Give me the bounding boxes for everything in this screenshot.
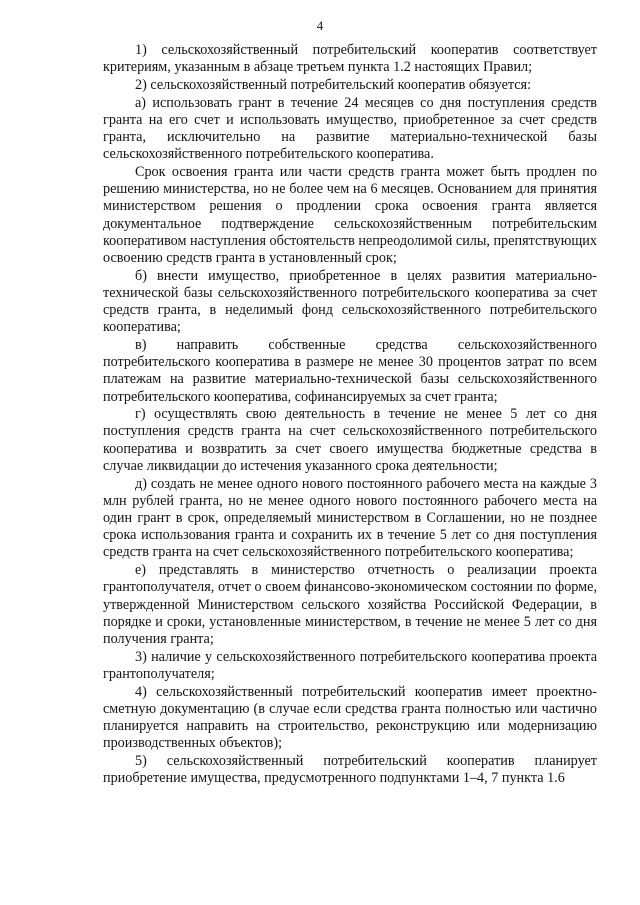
paragraph-grant-term: Срок освоения гранта или части средств гранта может быть продлен по решению министерства, но не более чем на 6 месяцев. Основанием для принятия министерством решения о продлении срока освоения гранта является документальное подтверждение сельскохозяйственным потребительским кооперативом наступления обстоятельств непреодолимой силы, препятствующих освоению средств гранта в установленный срок;: [103, 163, 597, 266]
paragraph-2d: д) создать не менее одного нового постоянного рабочего места на каждые 3 млн рублей гранта, но не менее одного нового постоянного рабочего места на один грант в срок, определяемый министерством в Соглашении, но не позднее срока использования гранта и сохранить их в течение 5 лет со дня поступления средств гранта на счет сельскохозяйственного потребительского кооператива;: [103, 475, 597, 561]
paragraph-4: 4) сельскохозяйственный потребительский кооператив имеет проектно-сметную документацию (в случае если средства гранта полностью или частично планируется направить на строительство, реконструкцию или модернизацию производственных объектов);: [103, 683, 597, 752]
paragraph-2: 2) сельскохозяйственный потребительский кооператив обязуется:: [135, 76, 532, 93]
paragraph-2a: а) использовать грант в течение 24 месяцев со дня поступления средств гранта на его счет и использовать имущество, приобретенное за счет средств гранта, исключительно на развитие материально-технической базы сельскохозяйственного потребительского кооператива.: [103, 94, 597, 163]
paragraph-3: 3) наличие у сельскохозяйственного потребительского кооператива проекта грантополучателя;: [103, 648, 597, 682]
paragraph-2v: в) направить собственные средства сельскохозяйственного потребительского кооператива в размере не менее 30 процентов затрат по всем платежам на развитие материально-технической базы сельскохозяйственного потребительского кооператива, софинансируемых за счет гранта;: [103, 336, 597, 405]
paragraph-1: 1) сельскохозяйственный потребительский кооператив соответствует критериям, указанным в абзаце третьем пункта 1.2 настоящих Правил;: [103, 42, 597, 76]
page-number: 4: [316, 18, 324, 33]
paragraph-5: 5) сельскохозяйственный потребительский кооператив планирует приобретение имущества, предусмотренного подпунктами 1–4, 7 пункта 1.6: [103, 752, 597, 787]
paragraph-2b: б) внести имущество, приобретенное в целях развития материально-технической базы сельскохозяйственного потребительского кооператива за счет средств гранта, в неделимый фонд сельскохозяйственного потребительского кооператива;: [103, 267, 597, 336]
paragraph-2e: е) представлять в министерство отчетность о реализации проекта грантополучателя, отчет о своем финансово-экономическом состоянии по форме, утвержденной Министерством сельского хозяйства Российской Федерации, в порядке и сроки, установленные министерством, в течение не менее 5 лет со дня получения гранта;: [103, 562, 597, 647]
paragraph-2g: г) осуществлять свою деятельность в течение не менее 5 лет со дня поступления средств гранта на счет сельскохозяйственного потребительского кооператива и возвратить за счет своего имущества бюджетные средства в случае ликвидации до истечения указанного срока деятельности;: [103, 406, 597, 474]
document-body: [103, 42, 597, 788]
